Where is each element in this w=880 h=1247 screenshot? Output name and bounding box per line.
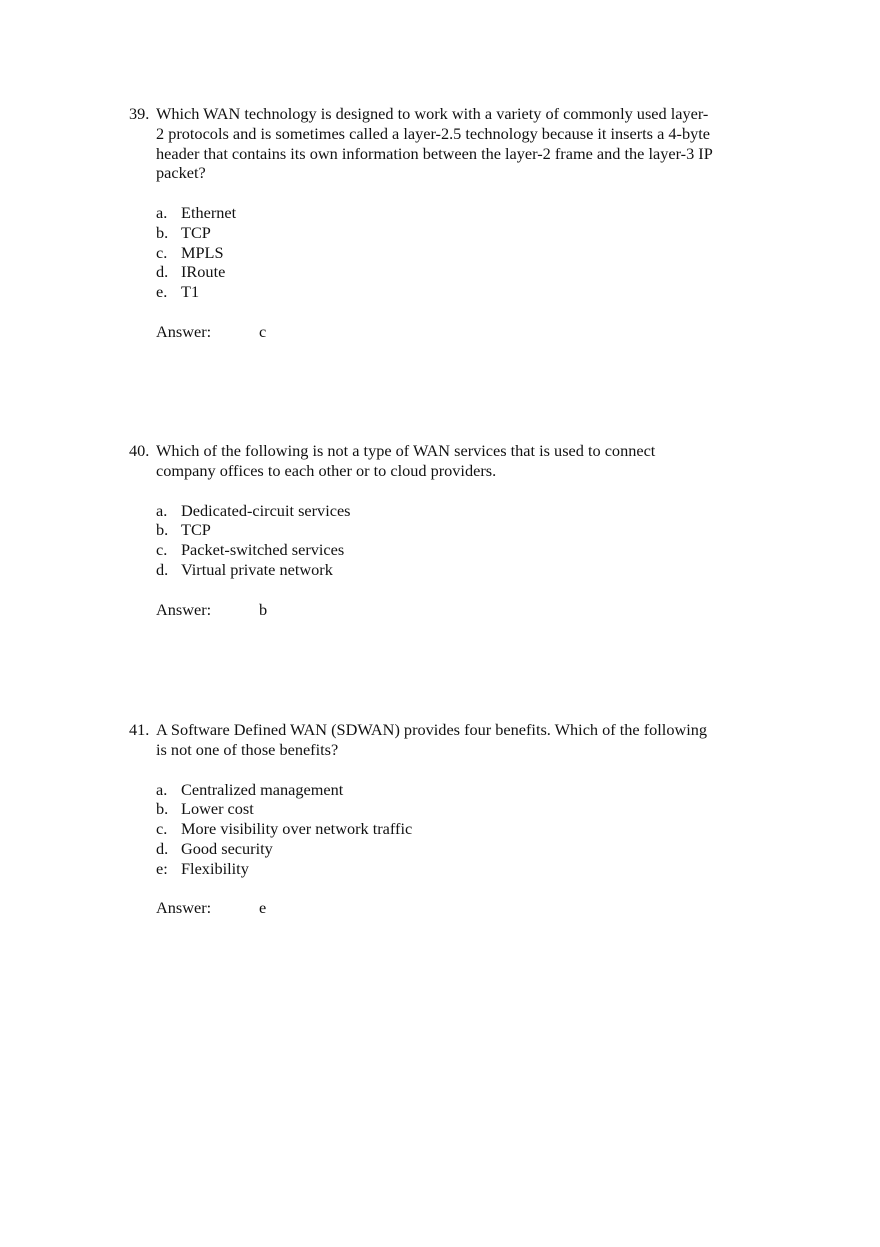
option-item	[129, 223, 749, 243]
option-letter: d.	[156, 262, 169, 282]
answer-row	[129, 322, 749, 342]
question-number: 41.	[129, 720, 150, 739]
question-line	[129, 720, 749, 740]
option-item	[129, 540, 749, 560]
option-item	[129, 819, 749, 839]
answer-label: Answer:	[156, 599, 212, 619]
option-letter: b.	[156, 222, 169, 242]
option-text: TCP	[181, 222, 211, 242]
question-text: company offices to each other or to cloud providers.	[156, 460, 497, 480]
option-text: Ethernet	[181, 203, 237, 222]
option-letter: c.	[156, 819, 168, 838]
option-text: TCP	[181, 520, 211, 540]
question-line	[129, 144, 749, 164]
option-letter: b.	[156, 799, 169, 819]
option-letter: e.	[156, 282, 168, 301]
option-letter: e:	[156, 858, 168, 878]
question-line	[129, 124, 749, 144]
question-line	[129, 441, 749, 461]
question-39	[129, 104, 749, 342]
option-item	[129, 243, 749, 263]
question-text: header that contains its own information between the layer-2 frame and the layer-3 IP	[156, 143, 713, 163]
option-item	[129, 859, 749, 879]
answer-row	[129, 600, 749, 620]
spacer	[129, 302, 749, 322]
option-item	[129, 780, 749, 800]
option-letter: b.	[156, 520, 169, 540]
question-line	[129, 740, 749, 760]
option-item	[129, 560, 749, 580]
question-number: 39.	[129, 104, 150, 123]
question-41	[129, 720, 749, 918]
spacer	[129, 878, 749, 898]
option-item	[129, 282, 749, 302]
option-item	[129, 262, 749, 282]
option-letter: d.	[156, 838, 169, 858]
question-line	[129, 461, 749, 481]
question-text: Which of the following is not a type of WAN services that is used to connect	[156, 441, 656, 460]
question-40	[129, 441, 749, 619]
option-text: More visibility over network traffic	[181, 819, 413, 838]
answer-row	[129, 898, 749, 918]
question-text: A Software Defined WAN (SDWAN) provides four benefits. Which of the following	[156, 720, 708, 739]
spacer	[129, 183, 749, 203]
option-text: Lower cost	[181, 799, 254, 819]
option-letter: d.	[156, 559, 169, 579]
question-line	[129, 163, 749, 183]
option-text: Dedicated-circuit services	[181, 500, 351, 520]
option-item	[129, 501, 749, 521]
spacer	[129, 580, 749, 600]
question-text: is not one of those benefits?	[156, 739, 339, 759]
option-letter: a.	[156, 500, 168, 520]
option-letter: a.	[156, 779, 168, 799]
spacer	[129, 481, 749, 501]
option-text: Virtual private network	[181, 559, 333, 579]
option-text: Centralized management	[181, 779, 344, 799]
option-item	[129, 520, 749, 540]
answer-value: c	[259, 321, 267, 341]
option-text: MPLS	[181, 242, 224, 262]
option-text: Packet-switched services	[181, 540, 345, 559]
question-line	[129, 104, 749, 124]
answer-label: Answer:	[156, 321, 212, 341]
option-letter: c.	[156, 540, 168, 559]
option-item	[129, 203, 749, 223]
answer-label: Answer:	[156, 898, 212, 918]
question-text: Which WAN technology is designed to work with a variety of commonly used layer-	[156, 104, 709, 123]
option-letter: a.	[156, 203, 168, 222]
option-text: IRoute	[181, 262, 226, 282]
option-item	[129, 799, 749, 819]
option-item	[129, 839, 749, 859]
question-text: 2 protocols and is sometimes called a layer-2.5 technology because it inserts a 4-byte	[156, 123, 710, 143]
question-number: 40.	[129, 441, 150, 460]
option-text: Good security	[181, 838, 273, 858]
option-text: T1	[181, 282, 200, 301]
spacer	[129, 760, 749, 780]
option-text: Flexibility	[181, 858, 249, 878]
question-text: packet?	[156, 163, 206, 183]
answer-value: e	[259, 898, 267, 918]
answer-value: b	[259, 599, 268, 619]
option-letter: c.	[156, 242, 168, 262]
